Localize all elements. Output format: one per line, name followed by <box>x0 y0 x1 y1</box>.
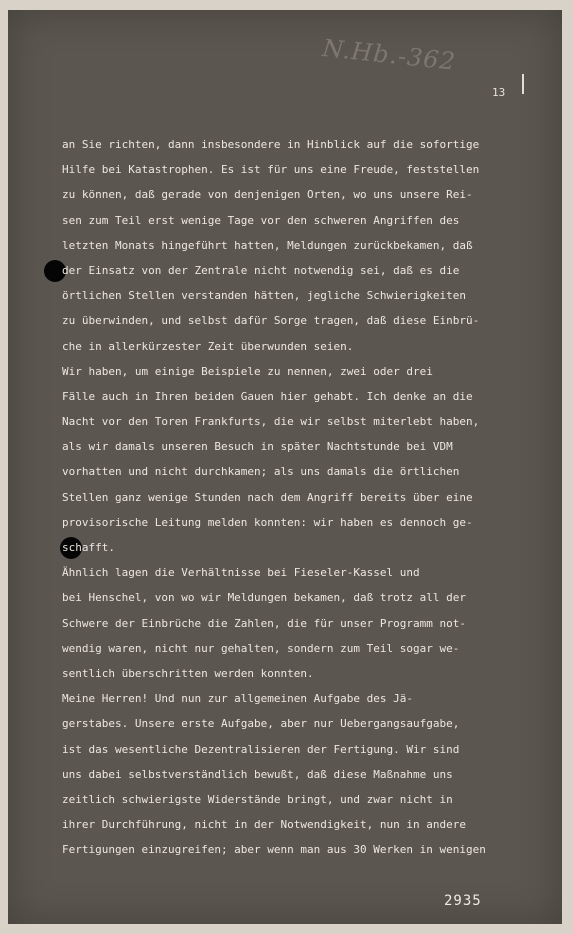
text-line: che in allerkürzester Zeit überwunden seien. <box>62 339 354 353</box>
text-line: Ähnlich lagen die Verhältnisse bei Fieseler-Kassel und <box>62 566 420 580</box>
typewritten-body <box>62 132 552 862</box>
text-line: ist das wesentliche Dezentralisieren der Fertigung. Wir sind <box>62 742 460 756</box>
text-line: sentlich überschritten werden konnten. <box>62 666 314 680</box>
text-line: als wir damals unseren Besuch in später Nachtstunde bei VDM <box>62 440 453 454</box>
text-line: sen zum Teil erst wenige Tage vor den schweren Angriffen des <box>62 213 460 227</box>
page-number: 13 <box>492 86 506 99</box>
text-line: Hilfe bei Katastrophen. Es ist für uns eine Freude, feststellen <box>62 163 480 177</box>
text-line: vorhatten und nicht durchkamen; als uns damals die örtlichen <box>62 465 460 479</box>
text-line: Fälle auch in Ihren beiden Gauen hier gehabt. Ich denke an die <box>62 389 473 403</box>
text-line: der Einsatz von der Zentrale nicht notwendig sei, daß es die <box>62 263 460 277</box>
text-line: an Sie richten, dann insbesondere in Hinblick auf die sofortige <box>62 138 480 151</box>
text-line: Schwere der Einbrüche die Zahlen, die für unser Programm not- <box>62 616 466 630</box>
text-line: Fertigungen einzugreifen; aber wenn man aus 30 Werken in wenigen <box>62 843 486 857</box>
text-line: Stellen ganz wenige Stunden nach dem Angriff bereits über eine <box>62 490 473 504</box>
text-line: gerstabes. Unsere erste Aufgabe, aber nur Uebergangsaufgabe, <box>62 717 460 731</box>
archive-stamp-number: 2935 <box>444 893 482 909</box>
text-line: ihrer Durchführung, nicht in der Notwendigkeit, nun in andere <box>62 818 466 832</box>
text-line: Nacht vor den Toren Frankfurts, die wir selbst miterlebt haben, <box>62 415 480 429</box>
text-line: provisorische Leitung melden konnten: wir haben es dennoch ge- <box>62 515 473 529</box>
text-line: zu können, daß gerade von denjenigen Orten, wo uns unsere Rei- <box>62 188 473 202</box>
text-line: bei Henschel, von wo wir Meldungen bekamen, daß trotz all der <box>62 591 466 605</box>
handwritten-reference: N.Hb.-362 <box>321 34 458 76</box>
text-line: schafft. <box>62 541 115 554</box>
text-line: Wir haben, um einige Beispiele zu nennen, zwei oder drei <box>62 364 433 378</box>
text-line: uns dabei selbstverständlich bewußt, daß diese Maßnahme uns <box>62 767 453 781</box>
text-line: Meine Herren! Und nun zur allgemeinen Aufgabe des Jä- <box>62 692 413 706</box>
text-line: wendig waren, nicht nur gehalten, sondern zum Teil sogar we- <box>62 641 460 655</box>
text-line: zeitlich schwierigste Widerstände bringt, und zwar nicht in <box>62 792 453 806</box>
text-line: zu überwinden, und selbst dafür Sorge tragen, daß diese Einbrü- <box>62 314 480 328</box>
document-sheet <box>8 10 562 924</box>
margin-pen-mark <box>522 74 524 94</box>
text-line: letzten Monats hingeführt hatten, Meldungen zurückbekamen, daß <box>62 238 473 252</box>
text-line: örtlichen Stellen verstanden hätten, jegliche Schwierigkeiten <box>62 289 466 303</box>
